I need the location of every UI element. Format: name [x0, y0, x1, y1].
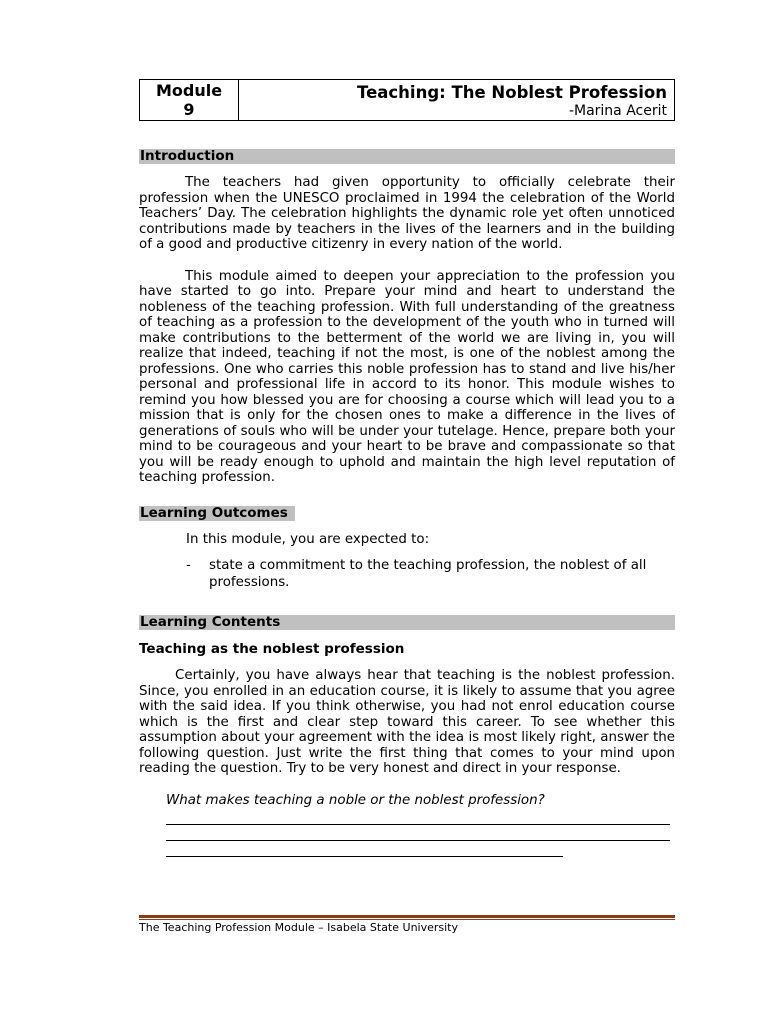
module-number-cell: [140, 80, 239, 120]
document-page: [139, 79, 675, 857]
footer-text: The Teaching Profession Module – Isabela State University: [139, 921, 458, 934]
section-heading-learning-outcomes: Learning Outcomes: [139, 506, 295, 521]
module-title-cell: [239, 80, 674, 120]
bullet-dash: -: [186, 558, 191, 573]
introduction-paragraph-2: This module aimed to deepen your appreciation to the profession you have started to go into. Prepare your mind and heart to understand the nobleness of the teaching profession. With full understanding of the greatness of teaching as a profession to the development of the youth who in turned will make contributions to the betterment of the world we are living in, you will realize that indeed, teaching if not the most, is one of the noblest among the professions. One who carries this noble profession has to stand and live his/her personal and professional life in accord to its honor. This module wishes to remind you how blessed you are for choosing a course which will lead you to a mission that is only for the chosen ones to make a difference in the lives of generations of souls who will be under your tutelage. Hence, prepare both your mind to be courageous and your heart to be brave and compassionate so that you will be ready enough to uphold and maintain the high level reputation of teaching profession.: [139, 268, 675, 485]
outcome-list-item: [139, 557, 675, 591]
footer-rule-thin: [139, 919, 675, 920]
content-paragraph: Certainly, you have always hear that teaching is the noblest profession. Since, you enrolled in an education course, it is likely to assume that you agree with the said idea. If you think otherwise, you had not enrol education course which is the first and clear step toward this career. To see whether this assumption about your agreement with the idea is most likely right, answer the following question. Just write the first thing that comes to your mind upon reading the question. Try to be very honest and direct in your response.: [139, 668, 675, 776]
footer-rule-thick: [139, 915, 675, 918]
outcomes-intro: In this module, you are expected to:: [186, 531, 430, 547]
answer-line-3[interactable]: [166, 841, 563, 857]
section-heading-learning-contents: Learning Contents: [139, 615, 675, 630]
module-header: [139, 79, 675, 121]
content-subheading: Teaching as the noblest profession: [139, 641, 405, 657]
module-author: -Marina Acerit: [568, 103, 667, 119]
module-number: 9: [183, 100, 195, 119]
introduction-paragraph-1: The teachers had given opportunity to officially celebrate their profession when the UNESCO proclaimed in 1994 the celebration of the World Teachers’ Day. The celebration highlights the dynamic role yet often unnoticed contributions made by teachers in the lives of the learners and in the building of a good and productive citizenry in every nation of the world.: [139, 175, 675, 252]
answer-line-1[interactable]: [166, 809, 670, 825]
reflection-question: What makes teaching a noble or the noblest profession?: [166, 792, 545, 808]
module-label: Module: [155, 81, 223, 100]
section-heading-introduction: Introduction: [139, 149, 675, 164]
answer-line-2[interactable]: [166, 825, 670, 841]
outcome-text: state a commitment to the teaching profession, the noblest of all professions.: [209, 558, 647, 590]
module-title: Teaching: The Noblest Profession: [357, 83, 667, 102]
